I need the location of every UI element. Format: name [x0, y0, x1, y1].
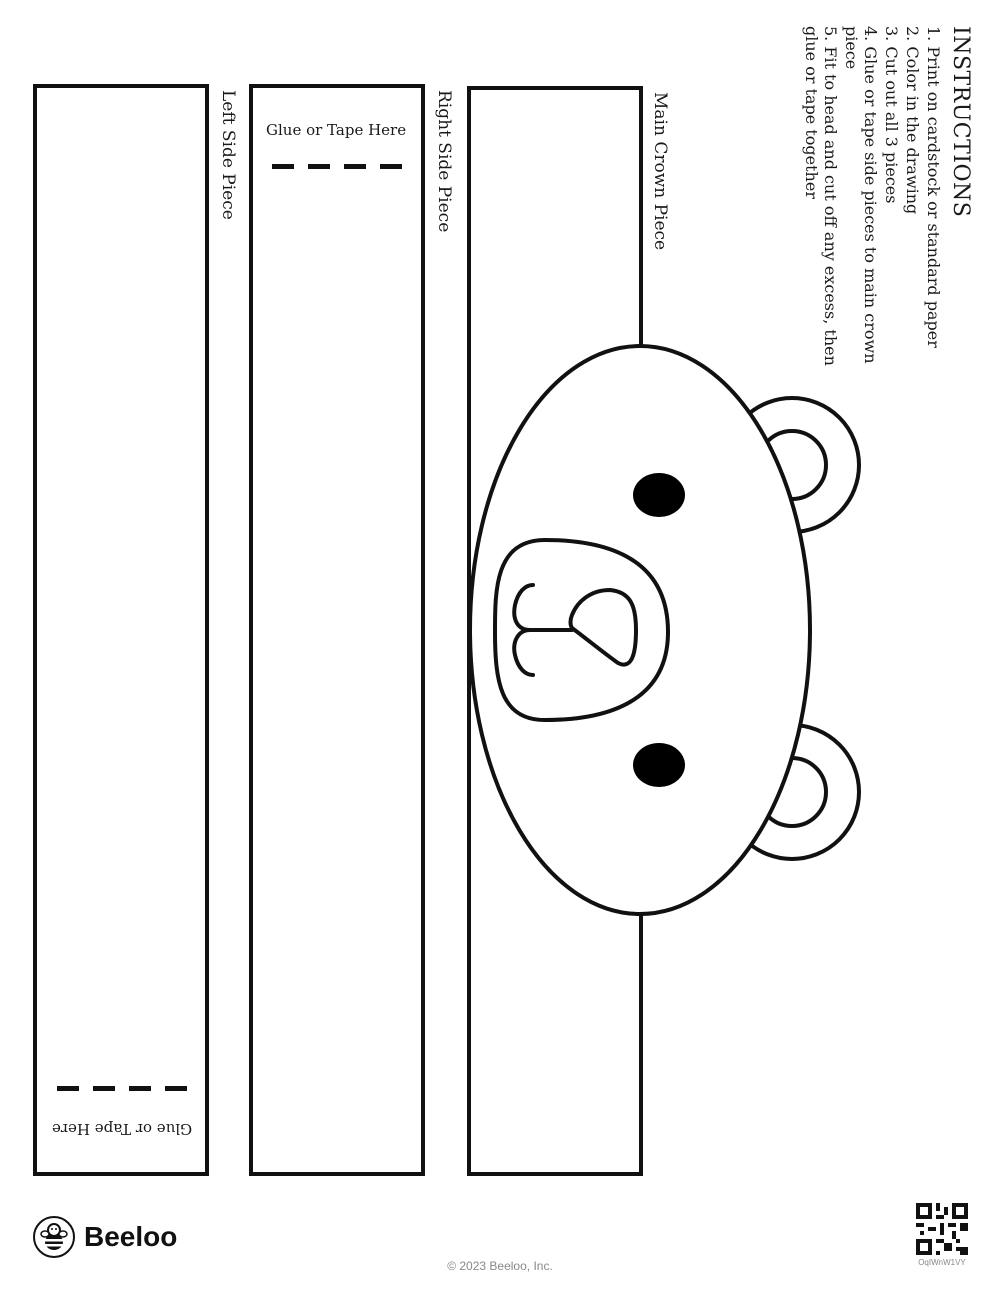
glue-label-right-piece: Glue or Tape Here — [266, 121, 407, 139]
instruction-step: 4. Glue or tape side pieces to main crown piece — [842, 26, 880, 364]
instructions-title: INSTRUCTIONS — [948, 26, 973, 218]
instructions-list — [802, 26, 943, 366]
instructions-block — [800, 26, 975, 366]
qr-code-label: OqIWnW1VY — [918, 1258, 966, 1267]
left-side-piece-label: Left Side Piece — [218, 90, 238, 220]
glue-dashed-line-left-piece — [57, 1086, 187, 1091]
instruction-step: 1. Print on cardstock or standard paper — [924, 26, 943, 348]
glue-dashed-line-right-piece — [272, 164, 402, 169]
copyright-text: © 2023 Beeloo, Inc. — [447, 1259, 553, 1273]
bear-eye-top — [633, 473, 685, 517]
instruction-step: 5. Fit to head and cut off any excess, then glue or tape together — [802, 26, 840, 366]
main-crown-piece-label: Main Crown Piece — [650, 92, 670, 251]
bear-eye-bottom — [633, 743, 685, 787]
instruction-step: 2. Color in the drawing — [903, 26, 922, 215]
bear-head — [470, 346, 810, 914]
glue-label-left-piece: Glue or Tape Here — [52, 1120, 193, 1138]
qr-code-icon — [916, 1203, 968, 1255]
right-side-piece-label: Right Side Piece — [434, 90, 454, 233]
instruction-step: 3. Cut out all 3 pieces — [882, 26, 901, 204]
brand-name: Beeloo — [84, 1221, 178, 1252]
bee-logo-icon — [32, 1215, 76, 1259]
brand-logo — [32, 1215, 177, 1259]
